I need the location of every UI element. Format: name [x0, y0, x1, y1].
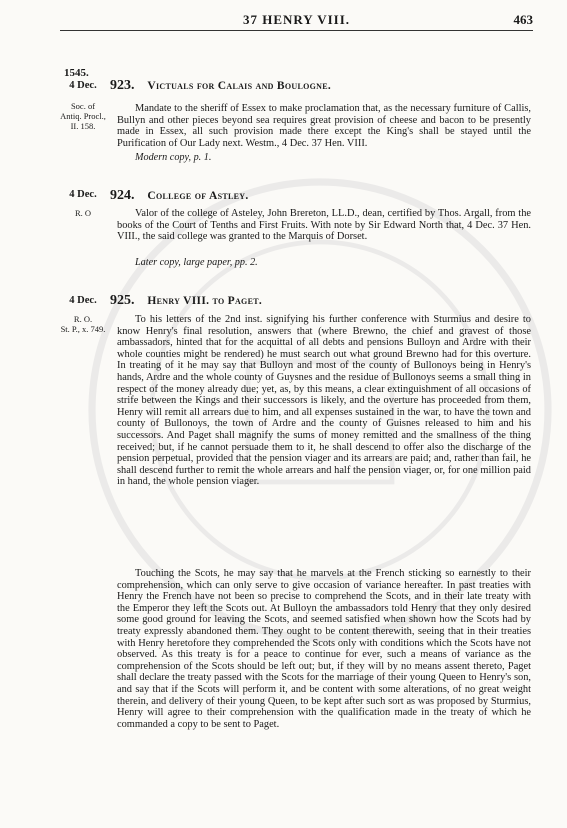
entry-924-note: Later copy, large paper, pp. 2. — [135, 257, 258, 268]
entry-923-date: 4 Dec. — [69, 80, 97, 91]
entry-923-ref-1: Soc. of — [70, 101, 96, 111]
entry-923-title: Victuals for Calais and Boulogne. — [147, 80, 332, 92]
entry-925-title: Henry VIII. to Paget. — [147, 295, 263, 307]
entry-924-number: 924. — [110, 188, 135, 203]
entry-923-number: 923. — [110, 78, 135, 93]
entry-924-heading — [110, 188, 533, 204]
entry-924-ref-1: R. O — [74, 208, 92, 218]
entry-925-paragraph-1: To his letters of the 2nd inst. signifying his further conference with Sturmius and desire to know Henry's final resolution, answers that (where Brewno, the chief and gravest of those ambassadors, hinted that for the acquittal of all debts and pensions Bulloyn and Ardre with their whole counties might be rendered) he must search out what ground Brewno had for this overture. In treating of it he may say that Bulloyn and most of the county of Bullonoys being in Henry's hands, Ardre and the whole county of Guysnes and the residue of Bullonoys seems a small thing in respect of the money already due; yet, as, by this means, a clear extinguishment of all occasions of strife between the Kings and their successors is likely, and the overture has proceeded from them, Henry will remit all arrears due to him, and all expenses sustained in the war, to have the town and county of Bullonoys, the town of Ardre and the county of Guisnes released to him and his successors. And Paget shall magnify the sums of money remitted and the smallness of the thing received; but, if he cannot persuade them to it, he shall descend to offer also the discharge of the pension perpetual, provided that the pension viager and its arrears are paid; and, rather than fail, he shall descend further to remit the whole arrears and half the pension viager, or, for one million paid in hand, the whole pension viager. — [117, 314, 531, 488]
entry-924-title: College of Astley. — [147, 190, 249, 202]
entry-923-ref-3: II. 158. — [70, 121, 96, 131]
page-number: 463 — [513, 12, 533, 27]
entry-925-number: 925. — [110, 293, 135, 308]
running-title: 37 HENRY VIII. — [242, 12, 351, 27]
entry-925-date: 4 Dec. — [69, 295, 97, 306]
margin-year: 1545. — [64, 67, 89, 79]
entry-923-note: Modern copy, p. 1. — [135, 152, 212, 163]
entry-923-paragraph: Mandate to the sheriff of Essex to make proclamation that, as the necessary furniture of Callis, Bullyn and other pieces beyond sea requires great provision of cheese and bacon to be presently made in Essex, all such provision made there except the King's shall be stayed until the Purification of Our Lady next. Westm., 4 Dec. 37 Hen. VIII. — [117, 103, 531, 149]
entry-925-ref-2: St. P., x. 749. — [60, 324, 106, 334]
entry-925-paragraph-2: Touching the Scots, he may say that he marvels at the French sticking so earnestly to their comprehension, which can only serve to give occasion of variance hereafter. In past treaties with Henry the French have not been so precise to comprehend the Scots, and in their late treaty with the Emperor they left the Scots out. At Bulloyn the ambassadors told Henry that they only desired some good ground for leaving the Scots, and seemed satisfied when shown how the Scots had by treaty expressly abandoned them. They ought to be content therewith, seeing that in their treaties with Henry heretofore they comprehended the Scots only with conditions which the Scots have not observed. As this treaty is for a peace to continue for ever, such a means of variance as the comprehension of the Scots should be left out; but, if they will by no means assent thereto, Paget shall declare the treaty passed with the Scots for the marriage of their young Queen to Henry's son, and say that if the Scots will perform it, and be content with some alterations, of no great weight therein, and delivery of their young Queen, to be kept after such sort as was proposed by Sturmius, Henry will agree to their comprehension with the qualification made in the treaty of which he commanded a copy to be sent to Paget. — [117, 568, 531, 730]
running-head — [60, 10, 533, 31]
entry-924-paragraph: Valor of the college of Asteley, John Brereton, LL.D., dean, certified by Thos. Argall, from the books of the Court of Tenths and First Fruits. With note by Sir Edward North that, 4 Dec. 37 Hen. VIII., the said college was granted to the Marquis of Dorset. — [117, 208, 531, 243]
entry-923-ref-2: Antiq. Procl., — [60, 111, 106, 121]
entry-925-ref-1: R. O. — [73, 314, 93, 324]
entry-925-heading — [110, 293, 533, 309]
entry-924-date: 4 Dec. — [69, 189, 97, 200]
entry-923-heading — [110, 78, 533, 94]
